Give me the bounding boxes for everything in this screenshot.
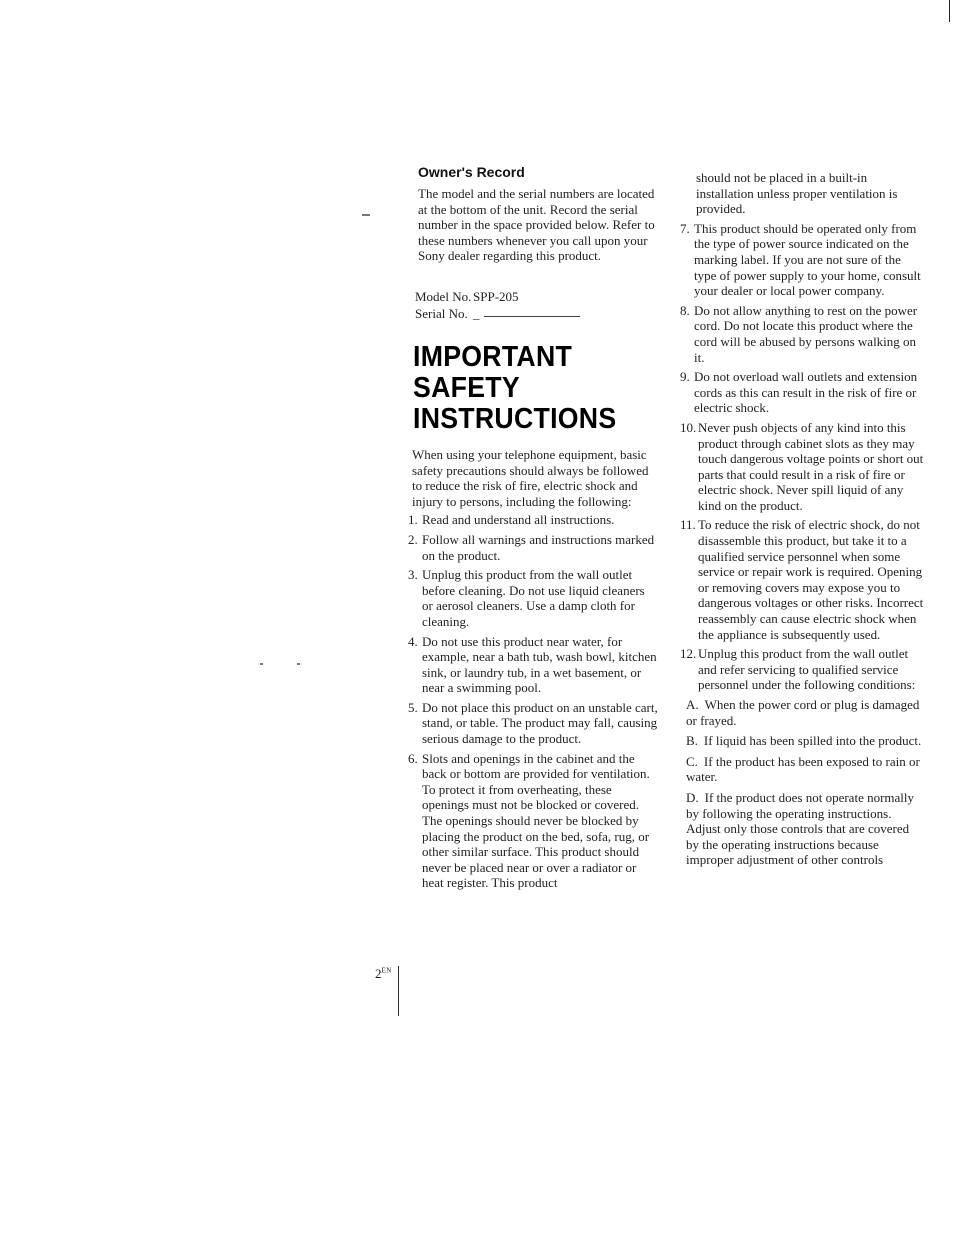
condition-letter: C.	[686, 753, 698, 769]
owners-record-paragraph: The model and the serial numbers are located at the bottom of the unit. Record the serial number in the space provided below. Refer to these numbers whenever you call upon your Sony dealer regarding this product.	[418, 186, 655, 264]
serial-blank-line	[484, 305, 580, 317]
condition-letter: B.	[686, 733, 698, 749]
safety-title-line: IMPORTANT	[413, 340, 573, 373]
item-text: Do not use this product near water, for example, near a bath tub, wash bowl, kitchen sink, or laundry tub, in a wet basement, or near a swimming pool.	[422, 633, 657, 696]
right-column	[678, 170, 924, 873]
safety-item	[406, 700, 658, 747]
footer-rule	[398, 966, 399, 1016]
item-number: 12.	[680, 646, 697, 662]
condition-letter: D.	[686, 789, 699, 805]
item-number: 8.	[680, 302, 690, 318]
condition-item	[686, 733, 924, 749]
model-number-line	[415, 288, 658, 305]
page-number-value: 2	[375, 966, 382, 981]
safety-item	[406, 512, 658, 528]
safety-item	[406, 634, 658, 696]
safety-intro: When using your telephone equipment, basic safety precautions should always be followed to reduce the risk of fire, electric shock and injury to persons, including the following:	[412, 446, 649, 509]
safety-item	[406, 532, 658, 563]
item-number: 2.	[408, 531, 418, 547]
item-text: Do not allow anything to rest on the power cord. Do not locate this product where the cord will be abused by persons walking on it.	[694, 302, 918, 365]
owners-record-heading: Owner's Record	[418, 164, 525, 180]
item-text: Read and understand all instructions.	[422, 512, 615, 528]
item-text: Do not overload wall outlets and extension cords as this can result in the risk of fire or electric shock.	[694, 369, 918, 416]
safety-item	[678, 221, 924, 299]
safety-item	[406, 567, 658, 629]
scan-speck	[297, 663, 300, 665]
condition-item	[686, 754, 924, 785]
serial-number-line	[415, 305, 658, 322]
scan-speck	[260, 663, 263, 665]
safety-item	[678, 369, 924, 416]
item-text: Slots and openings in the cabinet and the back or bottom are provided for ventilation. To protect it from overheating, these openings must not be blocked or covered. The openings should never be blocked by placing the product on the bed, sofa, rug, or other similar surface. This product should never be placed near or over a radiator or heat register. This product	[422, 750, 650, 891]
condition-letter: A.	[686, 697, 699, 712]
item-number: 1.	[408, 512, 418, 528]
safety-title-line: INSTRUCTIONS	[413, 402, 617, 435]
item-text: Do not place this product on an unstable cart, stand, or table. The product may fall, causing serious damage to the product.	[422, 699, 658, 747]
serial-label: Serial No.	[415, 305, 468, 321]
safety-item	[678, 420, 924, 514]
item-number: 5.	[408, 699, 418, 715]
model-value: SPP-205	[473, 288, 519, 304]
left-column	[406, 164, 658, 895]
condition-text: If liquid has been spilled into the product.	[703, 733, 922, 749]
safety-title-line: SAFETY	[413, 371, 520, 404]
condition-item	[686, 790, 924, 868]
condition-text: When the power cord or plug is damaged or frayed.	[686, 697, 920, 728]
item-number: 3.	[408, 567, 418, 583]
model-label: Model No.	[415, 288, 472, 304]
item-number: 6.	[408, 750, 418, 766]
safety-item	[678, 517, 924, 642]
scan-speck	[362, 214, 370, 216]
safety-item	[678, 303, 924, 365]
safety-item	[406, 751, 658, 891]
page-edge-mark	[949, 0, 950, 22]
condition-text: If the product has been exposed to rain or water.	[686, 753, 920, 785]
condition-text: If the product does not operate normally by following the operating instructions. Adjust only those controls that are covered by the operating instructions because improper adjustment of other controls	[686, 789, 915, 868]
item-text: Never push objects of any kind into this product through cabinet slots as they may touch dangerous voltage points or short out parts that could result in a risk of fire or electric shock. Never spill liquid of any kind on the product.	[698, 419, 924, 513]
safety-title	[413, 342, 638, 435]
record-fields	[415, 288, 658, 322]
serial-value: _	[473, 305, 480, 321]
safety-item	[678, 646, 924, 693]
item-text: Unplug this product from the wall outlet and refer servicing to qualified service personnel under the following conditions:	[698, 646, 916, 693]
condition-item	[686, 697, 924, 728]
item-text: This product should be operated only from the type of power source indicated on the marking label. If you are not sure of the type of power supply to your home, consult your dealer or local power company.	[694, 220, 921, 299]
item-number: 10.	[680, 419, 697, 435]
item-number: 9.	[680, 369, 690, 385]
item-text: Follow all warnings and instructions marked on the product.	[422, 531, 655, 563]
item-number: 7.	[680, 220, 690, 236]
item-text: To reduce the risk of electric shock, do not disassemble this product, but take it to a qualified service personnel when some service or repair work is required. Opening or removing covers may expose you to dangerous voltages or other risks. Incorrect reassembly can cause electric shock when the appliance is subsequently used.	[698, 517, 924, 642]
item-6-continuation: should not be placed in a built-in installation unless proper ventilation is provided.	[696, 170, 898, 217]
page-number-suffix: EN	[381, 966, 392, 975]
item-text: Unplug this product from the wall outlet before cleaning. Do not use liquid cleaners or aerosol cleaners. Use a damp cloth for cleaning.	[422, 567, 645, 629]
item-number: 4.	[408, 633, 418, 649]
item-number: 11.	[680, 517, 696, 533]
page-number	[375, 966, 392, 982]
